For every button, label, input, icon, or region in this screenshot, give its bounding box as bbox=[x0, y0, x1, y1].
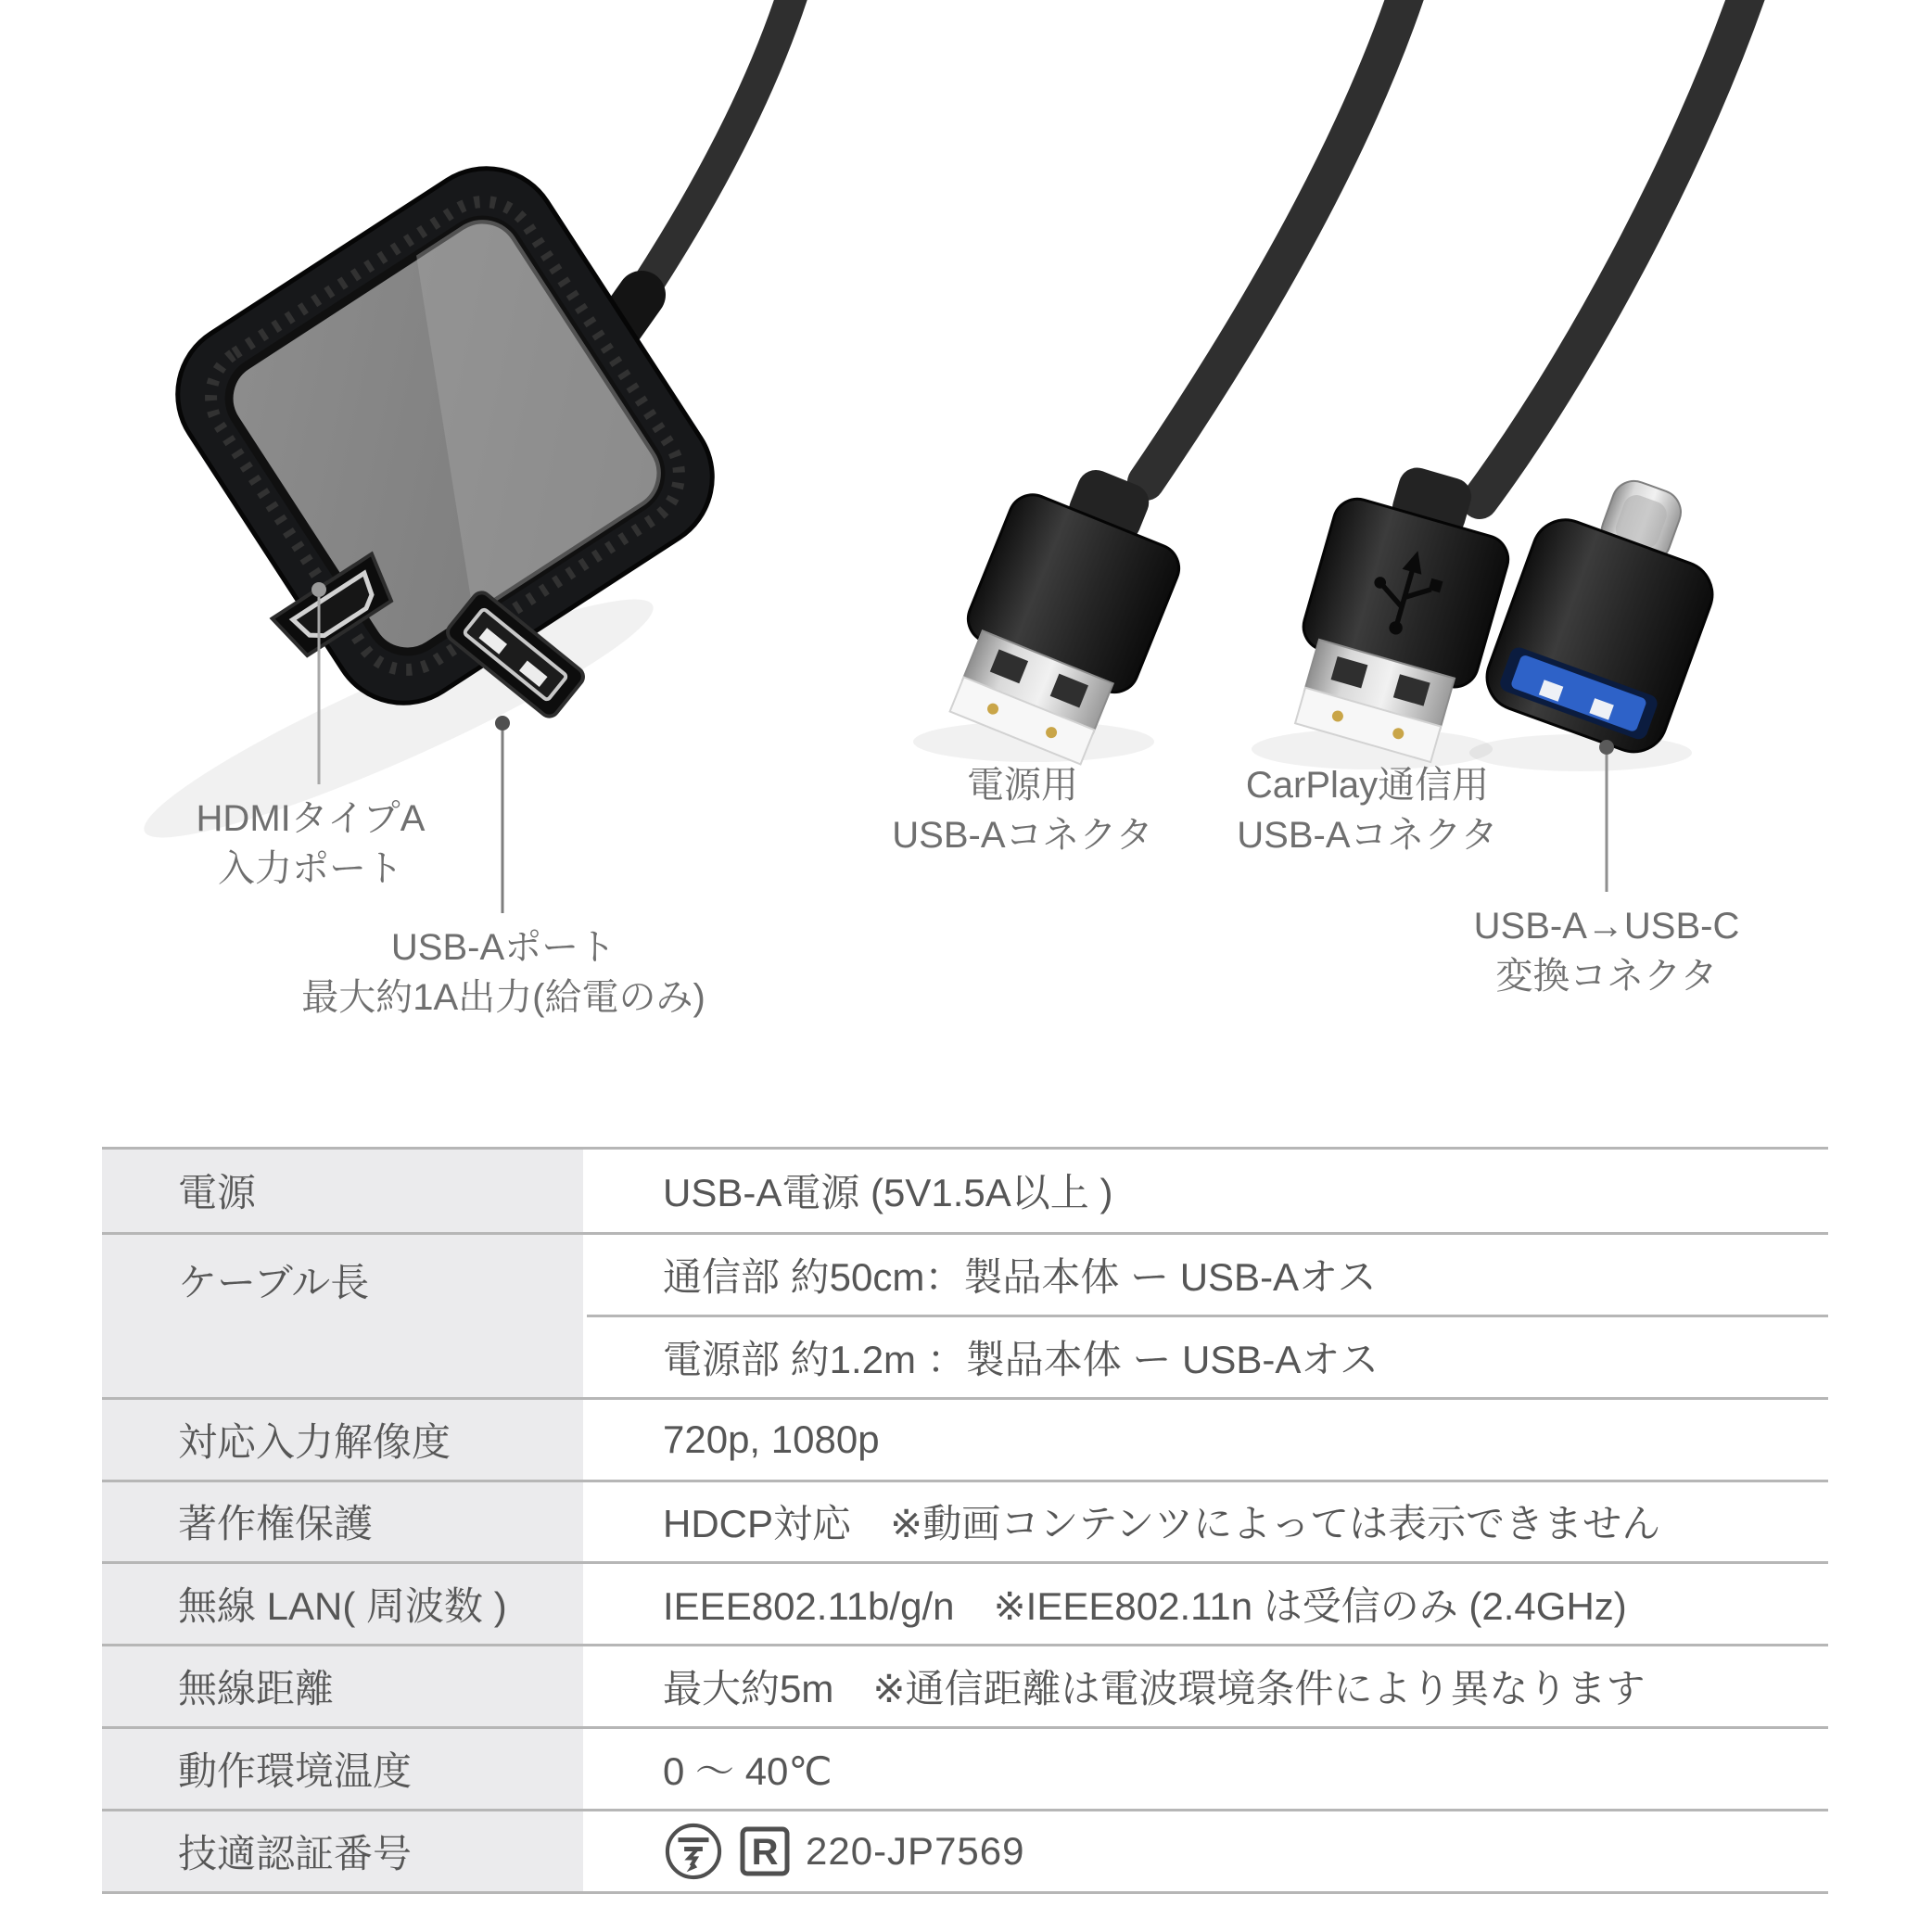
spec-value-certification bbox=[587, 1809, 1828, 1891]
carplay-connector-label-line1: CarPlay通信用 bbox=[1245, 765, 1490, 806]
callout-usb-port-line bbox=[495, 716, 510, 913]
usbc-adapter-label-line2: 変換コネクタ bbox=[1495, 956, 1718, 997]
hdmi-port-label-line1: HDMIタイプA bbox=[196, 798, 426, 839]
spec-label-temperature: 動作環境温度 bbox=[102, 1726, 587, 1809]
spec-table bbox=[102, 1147, 1828, 1894]
power-cable bbox=[1146, 0, 1409, 482]
spec-label-certification: 技適認証番号 bbox=[102, 1809, 587, 1891]
spec-value-cable-length-1: 通信部 約50cm：製品本体 ー USB-Aオス bbox=[587, 1232, 1828, 1315]
usb-a-port-label-line2: 最大約1A出力(給電のみ) bbox=[301, 977, 705, 1018]
hub-device bbox=[150, 141, 740, 731]
power-connector-label bbox=[837, 760, 1208, 860]
spec-value-cable-length-2: 電源部 約1.2m ：製品本体 ー USB-Aオス bbox=[587, 1315, 1828, 1397]
power-connector-label-line1: 電源用 bbox=[967, 765, 1078, 806]
spec-label-copyright: 著作権保護 bbox=[102, 1480, 587, 1562]
giteki-mark-icon bbox=[663, 1821, 724, 1882]
usb-a-port-label bbox=[272, 922, 735, 1023]
hdmi-port-label bbox=[125, 794, 496, 894]
spec-value-wireless-range: 最大約5m ※通信距離は電波環境条件により異なります bbox=[587, 1644, 1828, 1726]
usbc-adapter-label bbox=[1412, 901, 1801, 1001]
spec-value-wlan: IEEE802.11b/g/n ※IEEE802.11n は受信のみ (2.4GHz) bbox=[587, 1561, 1828, 1644]
spec-value-resolution: 720p, 1080p bbox=[587, 1397, 1828, 1480]
r-in-box-icon bbox=[739, 1825, 791, 1877]
usb-a-port-label-line1: USB-Aポート bbox=[390, 927, 616, 968]
certification-number: 220-JP7569 bbox=[806, 1829, 1025, 1874]
r-mark-letter: R bbox=[751, 1832, 779, 1874]
carplay-cable bbox=[1480, 0, 1750, 501]
spec-label-wireless-range: 無線距離 bbox=[102, 1644, 587, 1726]
spec-value-power: USB-A電源 (5V1.5A以上 ) bbox=[587, 1150, 1828, 1232]
usb-c-adapter bbox=[1478, 455, 1742, 761]
carplay-connector-label-line2: USB-Aコネクタ bbox=[1237, 815, 1498, 856]
carplay-connector-label bbox=[1173, 760, 1562, 860]
spec-value-copyright: HDCP対応 ※動画コンテンツによっては表示できません bbox=[587, 1480, 1828, 1562]
power-connector-label-line2: USB-Aコネクタ bbox=[892, 815, 1153, 856]
spec-label-power: 電源 bbox=[102, 1150, 587, 1232]
spec-label-resolution: 対応入力解像度 bbox=[102, 1397, 587, 1480]
spec-value-temperature: 0 ～ 40℃ bbox=[587, 1726, 1828, 1809]
power-usb-connector bbox=[932, 445, 1203, 772]
spec-label-cable-length: ケーブル長 bbox=[102, 1232, 587, 1397]
usbc-adapter-label-line1: USB-A→USB-C bbox=[1473, 906, 1740, 947]
hdmi-port-label-line2: 入力ポート bbox=[218, 848, 403, 889]
spec-label-wlan: 無線 LAN( 周波数 ) bbox=[102, 1561, 587, 1644]
